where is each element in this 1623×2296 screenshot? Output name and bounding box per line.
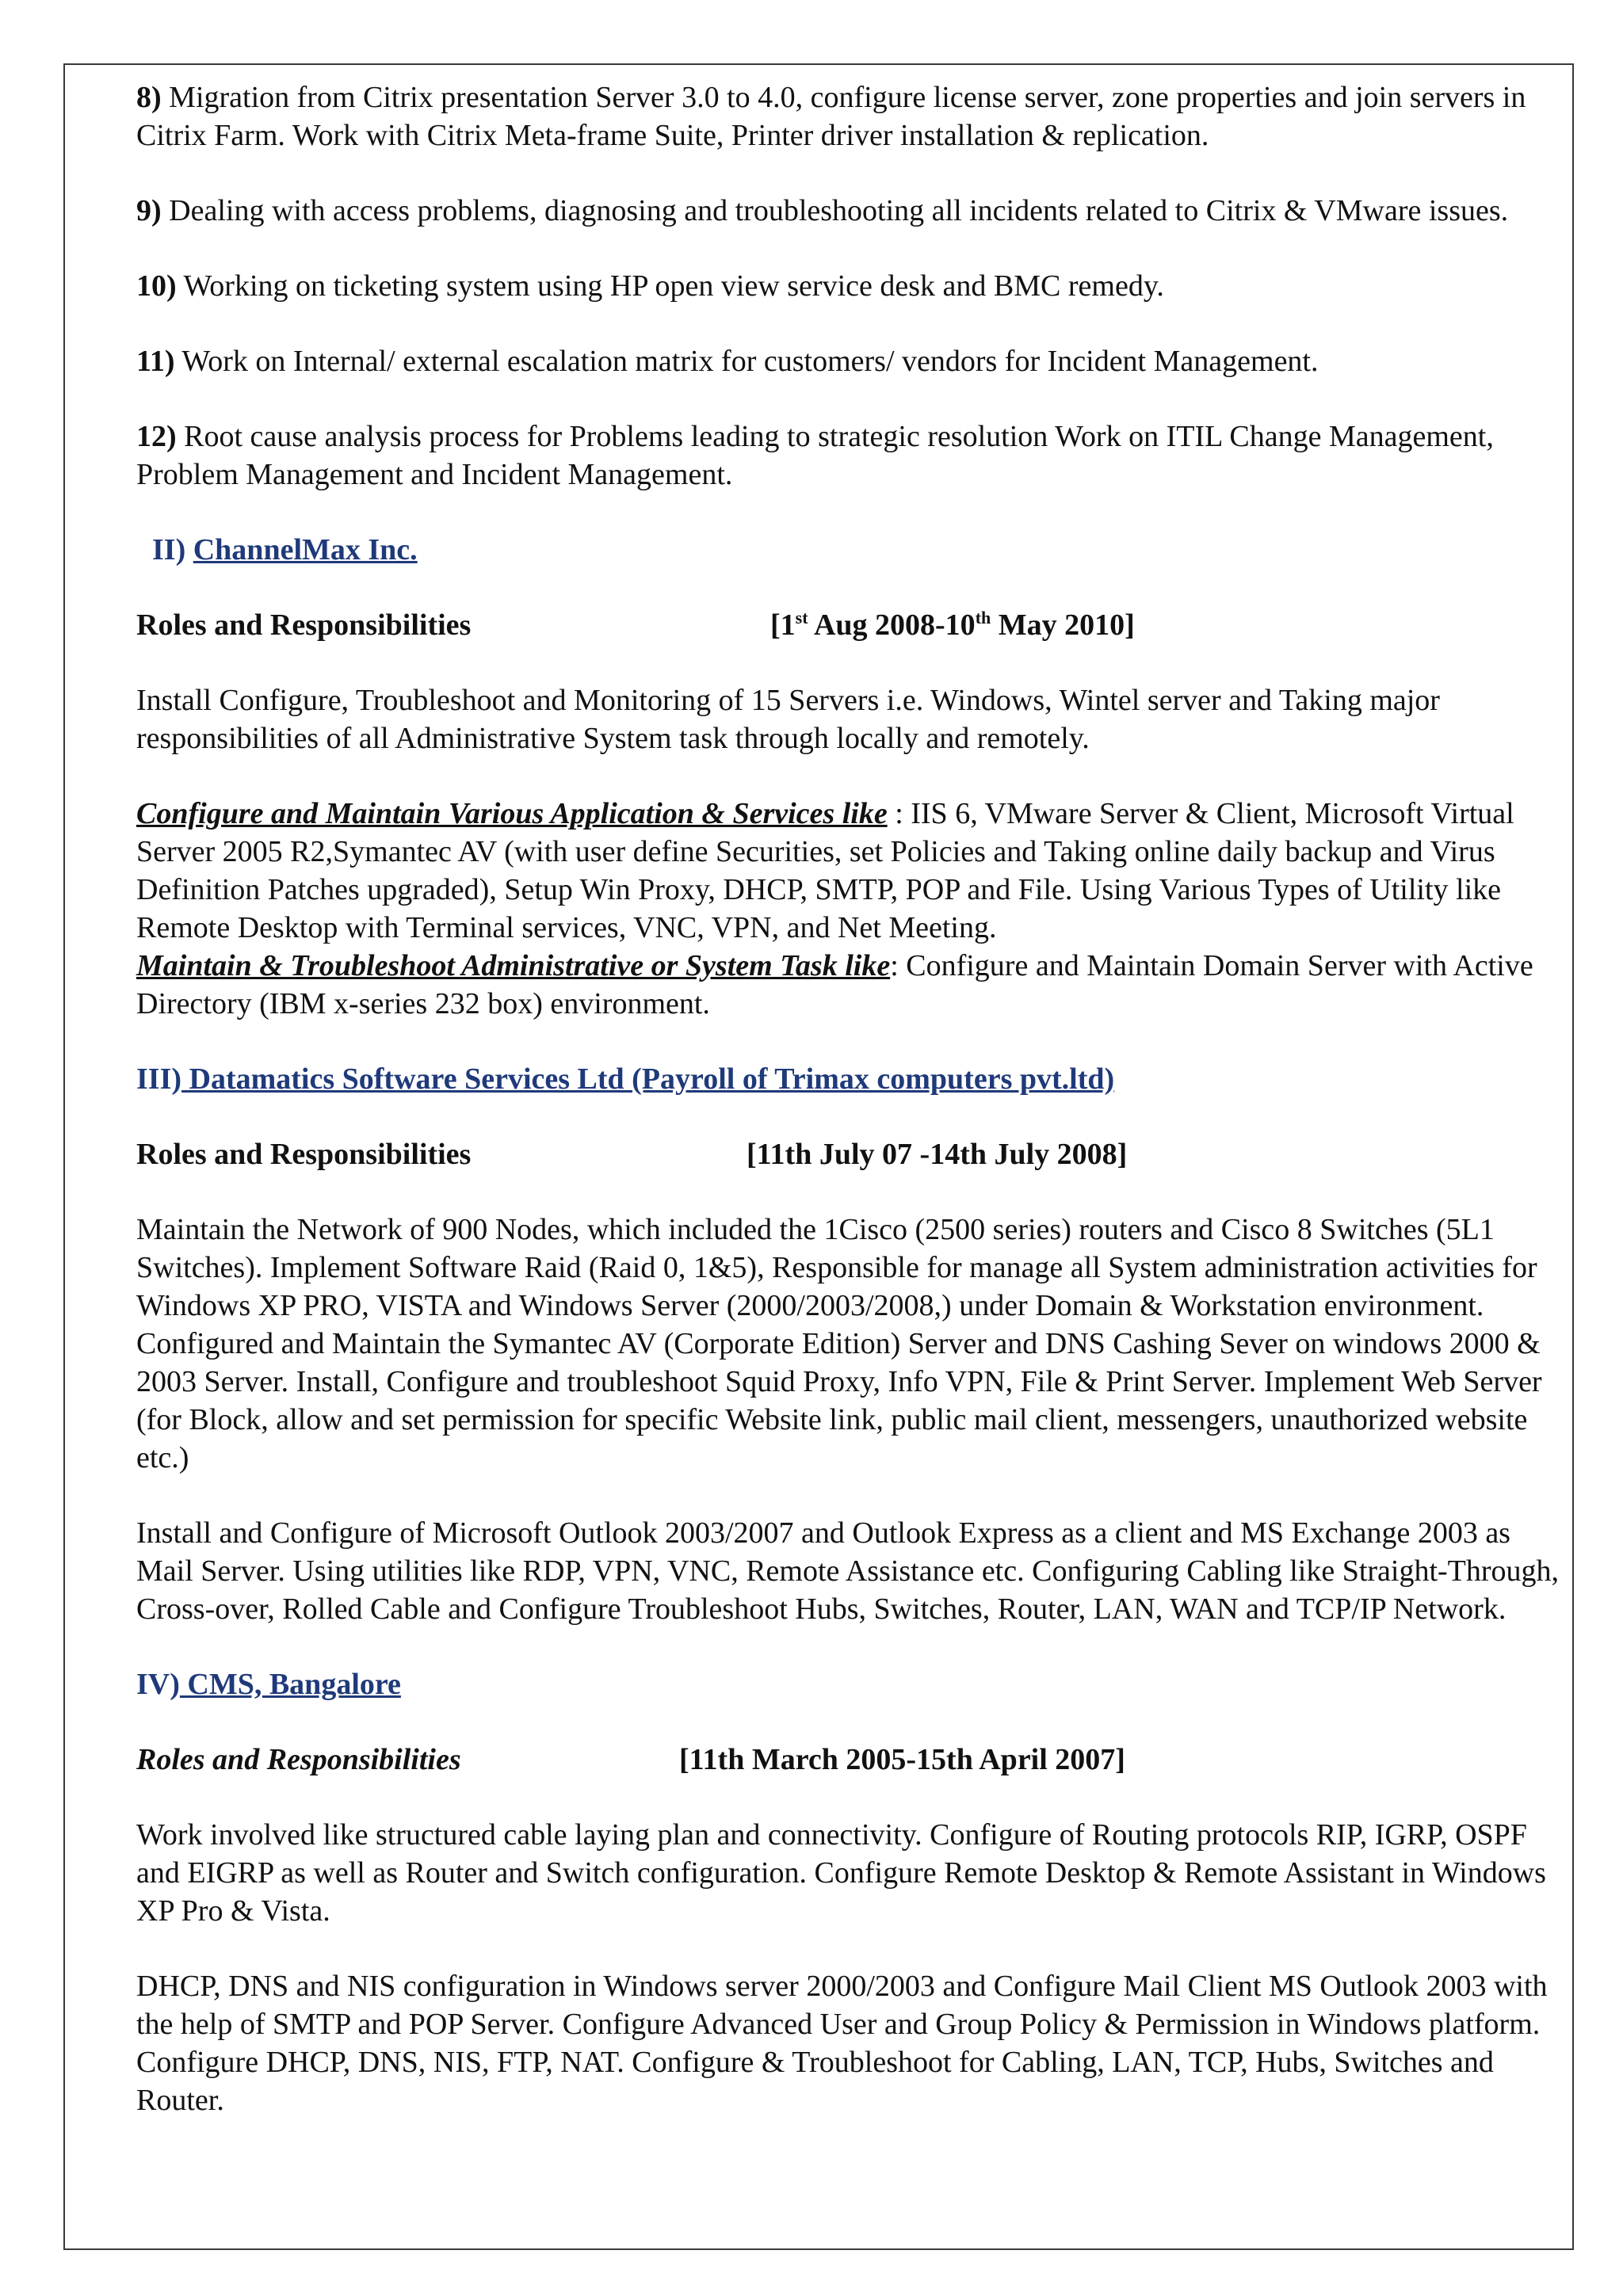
inline-heading: Configure and Maintain Various Application & Services like — [136, 797, 888, 830]
paragraph: Maintain the Network of 900 Nodes, which included the 1Cisco (2500 series) routers and Cisco 8 Switches (5L1 Switches). Implement Software Raid (Raid 0, 1&5), Responsible for manage all System administration activities for Windows XP PRO, VISTA and Windows Server (2000/2003/2008,) under Domain & Workstation environment. Configured and Maintain the Symantec AV (Corporate Edition) Server and DNS Cashing Sever on windows 2000 & 2003 Server. Install, Configure and troubleshoot Squid Proxy, Info VPN, File & Print Server. Implement Web Server (for Block, allow and set permission for specific Website link, public mail client, messengers, unauthorized website etc.) — [136, 1213, 1542, 1474]
item-text: Working on ticketing system using HP open view service desk and BMC remedy. — [176, 269, 1164, 303]
paragraph: Install Configure, Troubleshoot and Monitoring of 15 Servers i.e. Windows, Wintel server and Taking major responsibilities of all Administrative System task through locally and remotely. — [136, 684, 1440, 755]
list-item — [136, 267, 1563, 305]
list-item — [136, 418, 1563, 494]
list-item — [136, 78, 1563, 154]
item-text: Dealing with access problems, diagnosing and troubleshooting all incidents related to Citrix & VMware issues. — [161, 194, 1509, 227]
item-number: 8) — [136, 81, 162, 114]
company-heading-channelmax — [136, 531, 1563, 569]
item-number: 11) — [136, 345, 175, 378]
roles-heading — [136, 1741, 1563, 1779]
roles-label: Roles and Responsibilities — [136, 1138, 472, 1171]
resume-content — [136, 78, 1563, 2157]
employment-dates: [1st Aug 2008-10th May 2010] — [770, 608, 1135, 642]
item-text: Root cause analysis process for Problems leading to strategic resolution Work on ITIL Change Management, Problem Management and Incident Management. — [136, 420, 1494, 491]
employment-dates: [11th July 07 -14th July 2008] — [747, 1138, 1128, 1171]
roles-label: Roles and Responsibilities — [136, 1743, 461, 1776]
item-number: 9) — [136, 194, 162, 227]
paragraph: Maintain & Troubleshoot Administrative or System Task like: Configure and Maintain Domain Server with Active Directory (IBM x-series 232 box) environment. — [136, 949, 1533, 1020]
item-text: Work on Internal/ external escalation matrix for customers/ vendors for Incident Management. — [174, 345, 1319, 378]
item-number: 12) — [136, 420, 177, 453]
roles-heading — [136, 606, 1563, 644]
company-name: CMS, Bangalore — [179, 1668, 401, 1701]
paragraph: Install and Configure of Microsoft Outlook 2003/2007 and Outlook Express as a client and MS Exchange 2003 as Mail Server. Using utilities like RDP, VPN, VNC, Remote Assistance etc. Configuring Cabling like Straight-Through, Cross-over, Rolled Cable and Configure Troubleshoot Hubs, Switches, Router, LAN, WAN and TCP/IP Network. — [136, 1516, 1560, 1626]
item-number: 10) — [136, 269, 177, 303]
item-text: Migration from Citrix presentation Server 3.0 to 4.0, configure license server, zone properties and join servers in Citrix Farm. Work with Citrix Meta-frame Suite, Printer driver installation & replication. — [136, 81, 1526, 152]
paragraph: Configure and Maintain Various Application & Services like : IIS 6, VMware Server & Client, Microsoft Virtual Server 2005 R2,Symantec AV (with user define Securities, set Policies and Taking online daily backup and Virus Definition Patches upgraded), Setup Win Proxy, DHCP, SMTP, POP and File. Using Various Types of Utility like Remote Desktop with Terminal services, VNC, VPN, and Net Meeting. — [136, 797, 1514, 944]
company-prefix: II) — [152, 533, 193, 566]
paragraph: DHCP, DNS and NIS configuration in Windows server 2000/2003 and Configure Mail Client MS Outlook 2003 with the help of SMTP and POP Server. Configure Advanced User and Group Policy & Permission in Windows platform. Configure DHCP, DNS, NIS, FTP, NAT. Configure & Troubleshoot for Cabling, LAN, TCP, Hubs, Switches and Router. — [136, 1970, 1548, 2117]
paragraph: Work involved like structured cable laying plan and connectivity. Configure of Routing protocols RIP, IGRP, OSPF and EIGRP as well as Router and Switch configuration. Configure Remote Desktop & Remote Assistant in Windows XP Pro & Vista. — [136, 1818, 1546, 1928]
employment-dates: [11th March 2005-15th April 2007] — [679, 1743, 1125, 1776]
roles-label: Roles and Responsibilities — [136, 608, 472, 642]
company-prefix: IV) — [136, 1668, 180, 1701]
company-heading-cms — [136, 1665, 1563, 1703]
company-name: Datamatics Software Services Ltd (Payroll of Trimax computers pvt.ltd) — [181, 1062, 1115, 1096]
company-prefix: III) — [136, 1062, 182, 1096]
inline-heading: Maintain & Troubleshoot Administrative or System Task like — [136, 949, 891, 982]
list-item — [136, 342, 1563, 380]
company-heading-datamatics — [136, 1060, 1563, 1098]
list-item — [136, 192, 1563, 230]
roles-heading — [136, 1135, 1563, 1173]
company-name: ChannelMax Inc. — [193, 533, 418, 566]
